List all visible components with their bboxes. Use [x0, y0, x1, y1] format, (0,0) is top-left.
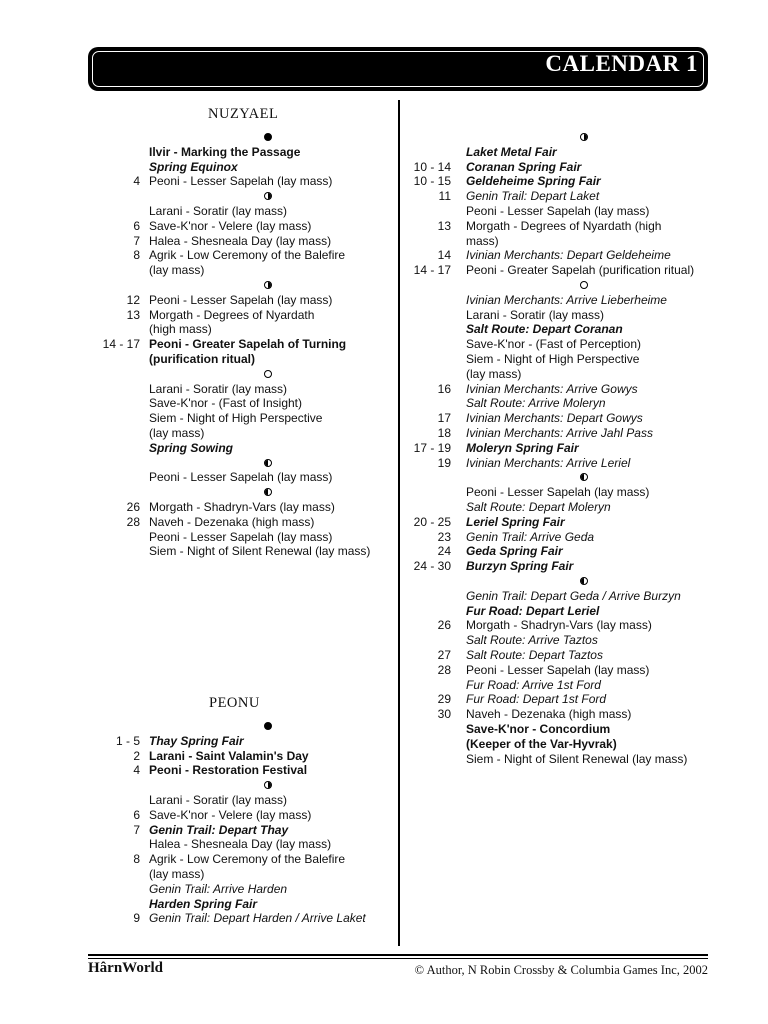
entry-text: Ivinian Merchants: Arrive Jahl Pass — [466, 426, 653, 440]
entry-day: 8 — [133, 248, 140, 263]
entry-day: 28 — [437, 662, 451, 677]
entry-day: 13 — [437, 218, 451, 233]
entry-day: 13 — [126, 307, 140, 322]
entry-day: 4 — [133, 174, 140, 189]
entry-text: Fur Road: Depart Leriel — [466, 603, 600, 618]
entry-day: 4 — [133, 763, 140, 778]
entry-text: Halea - Shesneala Day (lay mass) — [149, 837, 332, 852]
moon-phase-waxing-icon — [264, 192, 272, 200]
entry-text: Coranan Spring Fair — [466, 159, 582, 174]
entry-text: Morgath - Shadryn-Vars (lay mass) — [149, 500, 335, 514]
entry-text: Ilvir - Marking the Passage — [149, 144, 301, 159]
moon-phase-full-icon — [264, 370, 272, 378]
entry-text: (Keeper of the Var-Hyvrak) — [466, 736, 617, 751]
entry-text: Save-K'nor - Velere (lay mass) — [149, 218, 312, 233]
entry-text: Genin Trail: Depart Geda / Arrive Burzyn — [466, 588, 681, 603]
entry-text: Geda Spring Fair — [466, 544, 563, 559]
entry-text: Leriel Spring Fair — [466, 514, 565, 529]
entry-day: 10 - 15 — [413, 174, 451, 189]
entry-day: 9 — [133, 911, 140, 926]
entry-text: Agrik - Low Ceremony of the Balefire — [149, 852, 346, 867]
entry-day: 6 — [133, 218, 140, 233]
entry-text: Genin Trail: Depart Laket — [466, 189, 600, 204]
entry-text: Salt Route: Arrive Taztos — [466, 633, 598, 648]
footer-rule-thin — [88, 958, 708, 959]
moon-phase-new-icon — [264, 722, 272, 730]
entry-day: 11 — [438, 189, 451, 204]
entry-text: Halea - Shesneala Day (lay mass) — [149, 233, 332, 248]
entry-day: 24 - 30 — [413, 559, 451, 574]
entry-day: 26 — [437, 618, 451, 633]
entry-day: 7 — [133, 822, 140, 837]
entry-day: 1 - 5 — [115, 733, 140, 748]
entry-text: Peoni - Lesser Sapelah (lay mass) — [149, 174, 333, 189]
entry-text: Peoni - Lesser Sapelah (lay mass) — [466, 204, 650, 218]
entry-text: Fur Road: Depart 1st Ford — [466, 692, 607, 707]
entry-text: Larani - Soratir (lay mass) — [466, 307, 605, 322]
entry-day: 26 — [126, 500, 140, 514]
entry-day: 17 - 19 — [413, 440, 451, 455]
entry-text: mass) — [466, 233, 499, 248]
moon-phase-first-quarter-icon — [580, 133, 588, 141]
entry-day: 8 — [133, 852, 140, 867]
entry-day: 12 — [126, 292, 140, 307]
entry-day: 14 - 17 — [413, 263, 451, 278]
entry-text: (lay mass) — [466, 366, 522, 381]
entry-text: Siem - Night of High Perspective — [466, 352, 640, 366]
entry-text: Larani - Soratir (lay mass) — [149, 204, 288, 218]
entry-text: Spring Equinox — [149, 159, 238, 174]
entry-text: Burzyn Spring Fair — [466, 559, 574, 574]
entry-text: Peoni - Lesser Sapelah (lay mass) — [466, 485, 650, 500]
entry-text: Genin Trail: Arrive Harden — [149, 881, 288, 896]
entry-text: Save-K'nor - (Fast of Perception) — [466, 337, 642, 352]
entry-text: Save-K'nor - Velere (lay mass) — [149, 807, 312, 822]
entry-text: Spring Sowing — [149, 440, 233, 455]
entry-text: Naveh - Dezenaka (high mass) — [149, 514, 315, 529]
entry-day: 29 — [437, 692, 451, 707]
entry-day: 24 — [437, 544, 451, 559]
entry-text: Fur Road: Arrive 1st Ford — [466, 677, 601, 692]
entry-text: Save-K'nor - (Fast of Insight) — [149, 396, 303, 411]
entry-text: Peoni - Lesser Sapelah (lay mass) — [149, 470, 333, 485]
month-title-peonu: PEONU — [209, 695, 260, 711]
entry-day: 14 — [437, 248, 451, 263]
entry-text: Ivinian Merchants: Arrive Leriel — [466, 455, 631, 470]
entry-day: 2 — [133, 748, 140, 763]
entry-text: Siem - Night of High Perspective — [149, 411, 323, 426]
entry-text: (lay mass) — [149, 867, 205, 881]
entry-text: Genin Trail: Depart Thay — [149, 822, 289, 837]
month-title-nuzyael: NUZYAEL — [208, 106, 279, 122]
entry-day: 28 — [126, 514, 140, 529]
entry-text: Naveh - Dezenaka (high mass) — [466, 707, 632, 722]
entry-text: Genin Trail: Depart Harden / Arrive Laket — [149, 911, 366, 926]
entry-text: Peoni - Lesser Sapelah (lay mass) — [466, 662, 650, 677]
entry-text: (lay mass) — [149, 263, 205, 278]
entry-text: Ivinian Merchants: Depart Gowys — [466, 411, 643, 426]
entry-text: Geldeheime Spring Fair — [466, 174, 601, 189]
footer-brand: HârnWorld — [88, 960, 164, 976]
entry-day: 30 — [437, 707, 451, 722]
moon-phase-waxing-icon — [264, 781, 272, 789]
entry-text: Siem - Night of Silent Renewal (lay mass) — [149, 544, 371, 559]
column-divider — [398, 100, 400, 946]
entry-text: Peoni - Lesser Sapelah (lay mass) — [149, 292, 333, 307]
moon-phase-waning-icon — [580, 577, 588, 585]
entry-text: Thay Spring Fair — [149, 733, 244, 748]
moon-phase-last-quarter-icon — [580, 473, 588, 481]
entry-text: Morgath - Shadryn-Vars (lay mass) — [466, 618, 652, 633]
entry-day: 27 — [437, 648, 451, 662]
entry-text: Siem - Night of Silent Renewal (lay mass) — [466, 751, 688, 766]
entry-day: 14 - 17 — [102, 337, 140, 352]
entry-text: Salt Route: Depart Taztos — [466, 648, 603, 662]
entry-text: Salt Route: Arrive Moleryn — [466, 396, 606, 411]
entry-day: 16 — [437, 381, 451, 396]
moon-phase-last-quarter-icon — [264, 459, 272, 467]
entry-text: (lay mass) — [149, 426, 205, 440]
entry-text: Agrik - Low Ceremony of the Balefire — [149, 248, 346, 263]
entry-text: Salt Route: Depart Coranan — [466, 322, 623, 337]
entry-text: Ivinian Merchants: Arrive Gowys — [466, 381, 638, 396]
entry-text: Moleryn Spring Fair — [466, 440, 579, 455]
entry-text: Peoni - Greater Sapelah (purification ritual) — [466, 263, 695, 278]
entry-text: Larani - Saint Valamin's Day — [149, 748, 309, 763]
title-banner — [88, 47, 708, 91]
entry-day: 20 - 25 — [413, 514, 451, 529]
entry-day: 10 - 14 — [413, 159, 451, 174]
moon-phase-waning-icon — [264, 488, 272, 496]
footer-copyright: © Author, N Robin Crossby & Columbia Games Inc, 2002 — [414, 963, 708, 977]
page-title: CALENDAR 1 — [545, 51, 698, 76]
entry-text: Laket Metal Fair — [466, 144, 557, 159]
entry-text: Ivinian Merchants: Depart Geldeheime — [466, 248, 671, 263]
moon-phase-full-icon — [580, 281, 588, 289]
moon-phase-new-icon — [264, 133, 272, 141]
entry-day: 6 — [133, 807, 140, 822]
entry-text: Genin Trail: Arrive Geda — [466, 529, 595, 544]
entry-text: Peoni - Greater Sapelah of Turning — [149, 337, 347, 352]
entry-text: Peoni - Lesser Sapelah (lay mass) — [149, 529, 333, 544]
entry-text: Ivinian Merchants: Arrive Lieberheime — [466, 292, 667, 307]
entry-text: (purification ritual) — [149, 352, 255, 366]
moon-phase-first-quarter-icon — [264, 281, 272, 289]
entry-text: Larani - Soratir (lay mass) — [149, 793, 288, 807]
entry-day: 19 — [437, 455, 451, 470]
entry-text: (high mass) — [149, 322, 212, 337]
entry-text: Peoni - Restoration Festival — [149, 763, 308, 778]
entry-text: Harden Spring Fair — [149, 896, 258, 911]
entry-text: Morgath - Degrees of Nyardath (high — [466, 218, 662, 233]
entry-day: 7 — [133, 233, 140, 248]
entry-day: 18 — [437, 426, 451, 440]
footer-rule — [88, 954, 708, 956]
entry-text: Salt Route: Depart Moleryn — [466, 500, 611, 514]
entry-text: Save-K'nor - Concordium — [466, 722, 611, 736]
entry-day: 23 — [437, 529, 451, 544]
entry-day: 17 — [437, 411, 451, 426]
entry-text: Larani - Soratir (lay mass) — [149, 381, 288, 396]
entry-text: Morgath - Degrees of Nyardath — [149, 307, 315, 322]
